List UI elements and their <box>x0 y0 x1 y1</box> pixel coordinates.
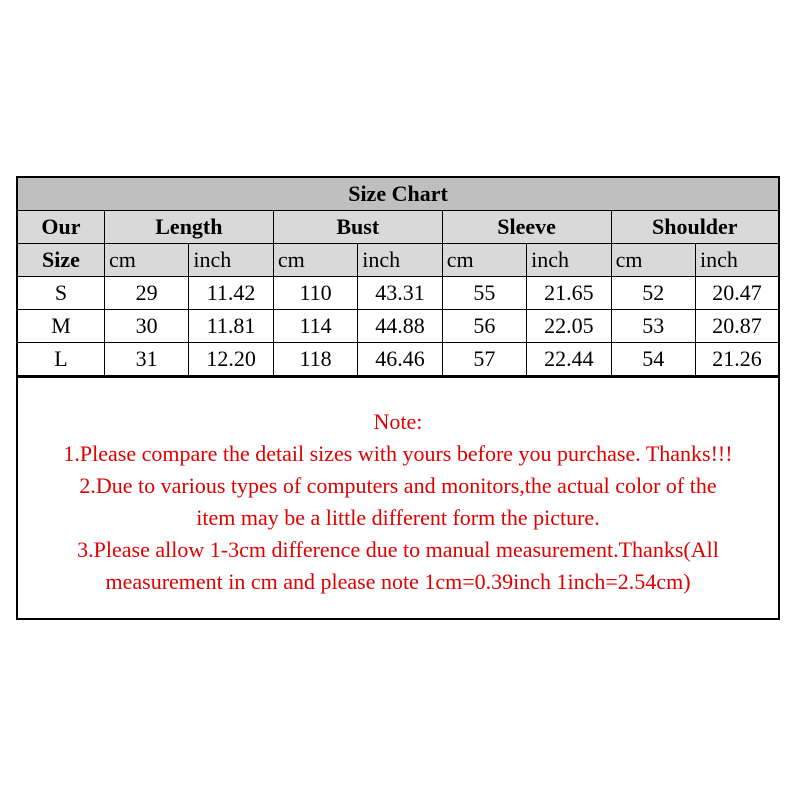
value-cell: 21.26 <box>696 343 779 376</box>
unit-header: cm <box>104 244 188 277</box>
value-cell: 29 <box>104 277 188 310</box>
shoulder-header: Shoulder <box>611 211 778 244</box>
value-cell: 55 <box>442 277 526 310</box>
note-heading: Note: <box>373 409 423 434</box>
size-chart-frame <box>16 176 780 620</box>
note-section <box>18 376 778 618</box>
value-cell: 56 <box>442 310 526 343</box>
value-cell: 53 <box>611 310 695 343</box>
value-cell: 44.88 <box>358 310 442 343</box>
value-cell: 20.47 <box>696 277 779 310</box>
our-size-header-line1: Our <box>18 211 104 244</box>
value-cell: 22.44 <box>527 343 611 376</box>
unit-header: cm <box>273 244 357 277</box>
sleeve-header: Sleeve <box>442 211 611 244</box>
table-row <box>18 310 778 343</box>
value-cell: 57 <box>442 343 526 376</box>
note-line: 2.Due to various types of computers and monitors,the actual color of the <box>79 473 717 498</box>
value-cell: 52 <box>611 277 695 310</box>
value-cell: 12.20 <box>189 343 273 376</box>
value-cell: 31 <box>104 343 188 376</box>
value-cell: 118 <box>273 343 357 376</box>
chart-title: Size Chart <box>18 178 778 211</box>
our-size-header-line2: Size <box>18 244 104 277</box>
length-header: Length <box>104 211 273 244</box>
unit-header: inch <box>527 244 611 277</box>
size-cell: M <box>18 310 104 343</box>
note-line: 3.Please allow 1-3cm difference due to manual measurement.Thanks(All <box>77 537 719 562</box>
value-cell: 30 <box>104 310 188 343</box>
note-line: measurement in cm and please note 1cm=0.39inch 1inch=2.54cm) <box>105 569 691 594</box>
value-cell: 114 <box>273 310 357 343</box>
note-line: item may be a little different form the picture. <box>196 505 600 530</box>
size-cell: L <box>18 343 104 376</box>
value-cell: 43.31 <box>358 277 442 310</box>
value-cell: 110 <box>273 277 357 310</box>
unit-header: inch <box>189 244 273 277</box>
value-cell: 20.87 <box>696 310 779 343</box>
value-cell: 21.65 <box>527 277 611 310</box>
table-row <box>18 277 778 310</box>
unit-header: inch <box>358 244 442 277</box>
value-cell: 11.42 <box>189 277 273 310</box>
unit-header: inch <box>696 244 779 277</box>
unit-header: cm <box>442 244 526 277</box>
table-row <box>18 343 778 376</box>
value-cell: 46.46 <box>358 343 442 376</box>
value-cell: 22.05 <box>527 310 611 343</box>
unit-header: cm <box>611 244 695 277</box>
value-cell: 54 <box>611 343 695 376</box>
note-line: 1.Please compare the detail sizes with yours before you purchase. Thanks!!! <box>63 441 733 466</box>
bust-header: Bust <box>273 211 442 244</box>
size-cell: S <box>18 277 104 310</box>
size-chart-table <box>18 178 778 376</box>
value-cell: 11.81 <box>189 310 273 343</box>
